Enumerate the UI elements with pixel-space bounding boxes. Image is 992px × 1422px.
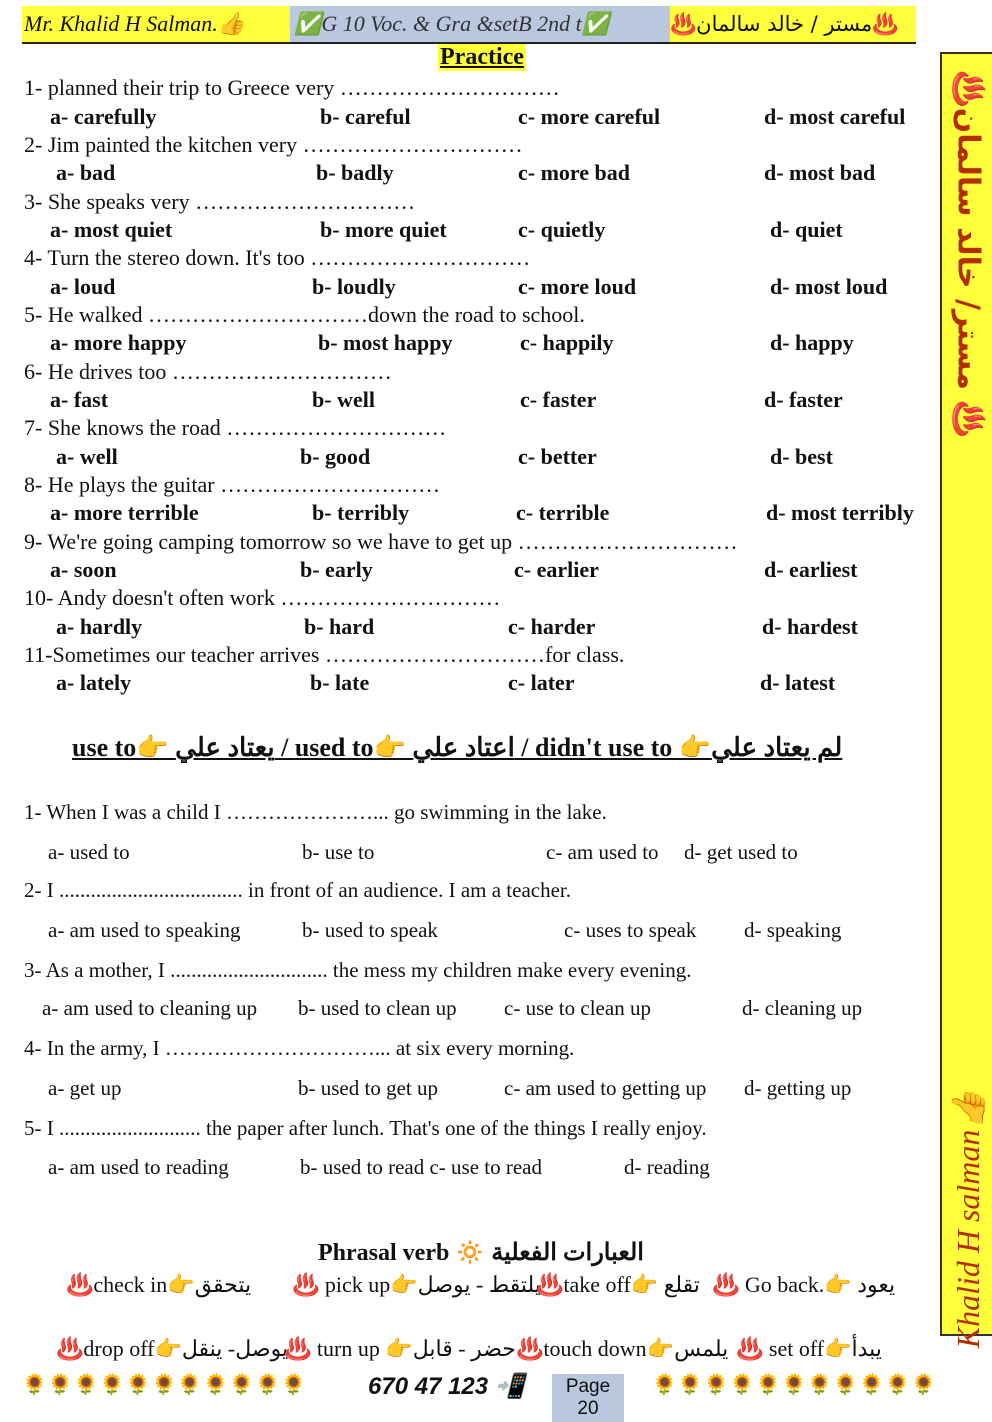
option-c: c- use to clean up [504, 996, 651, 1020]
practice-question-11: 11-Sometimes our teacher arrives …………………………for class. [24, 642, 625, 667]
option-a: a- hardly [56, 614, 143, 639]
option-c: c- more loud [518, 274, 637, 299]
option-b: b- early [300, 557, 373, 582]
side-banner-arabic: ♨️مستر/ خالد سالمان ♨️ [950, 70, 986, 438]
option-a: a- get up [48, 1076, 122, 1100]
option-d: d- quiet [770, 217, 843, 242]
header-course: ✅G 10 Voc. & Gra &setB 2nd t✅ [290, 6, 670, 42]
option-b: b- late [310, 670, 370, 695]
header-author-ar: ♨️مستر / خالد سالمان♨️ [670, 6, 916, 42]
option-c: c- am used to getting up [504, 1076, 707, 1100]
phrasal-touch-down: ♨️touch down👉يلمس [516, 1336, 729, 1361]
option-d: d- hardest [762, 614, 858, 639]
option-d: d- get used to [684, 840, 798, 864]
option-a: a- am used to reading [48, 1155, 229, 1179]
practice-question-3: 3- She speaks very ………………………… [24, 189, 416, 214]
used-to-question-4: 4- In the army, I …………………………... at six every morning. [24, 1036, 575, 1060]
phrasal-turn-up: ♨️ turn up 👉حضر - قابل [284, 1336, 516, 1361]
option-a: a- fast [50, 387, 109, 412]
option-a: a- loud [50, 274, 116, 299]
option-b: b- hard [304, 614, 375, 639]
practice-question-1: 1- planned their trip to Greece very ………………………… [24, 75, 560, 100]
option-c: c- faster [520, 387, 597, 412]
option-d: d- speaking [744, 918, 842, 942]
used-to-question-1: 1- When I was a child I …………………... go swimming in the lake. [24, 800, 607, 824]
used-to-question-3: 3- As a mother, I .............................. the mess my children make every evening. [24, 958, 692, 982]
option-d: d- earliest [764, 557, 858, 582]
phrasal-drop-off: ♨️drop off👉يوصل- ينقل [56, 1336, 289, 1361]
practice-question-6: 6- He drives too ………………………… [24, 359, 392, 384]
option-b: b- good [300, 444, 371, 469]
sunflower-icons-right: 🌻🌻🌻🌻🌻🌻🌻🌻🌻🌻🌻 [652, 1374, 937, 1396]
heading-separator: / [274, 733, 295, 762]
practice-question-8: 8- He plays the guitar ………………………… [24, 472, 441, 497]
option-b: b- used to get up [298, 1076, 438, 1100]
option-b: b- used to speak [302, 918, 438, 942]
option-c: c- quietly [518, 217, 606, 242]
phrasal-take-off: ♨️take off👉 تقلع [536, 1272, 700, 1297]
option-c: c- later [508, 670, 575, 695]
option-d: d- latest [760, 670, 836, 695]
option-a: a- well [56, 444, 118, 469]
option-c: c- am used to [546, 840, 659, 864]
option-d: d- most loud [770, 274, 888, 299]
practice-question-2: 2- Jim painted the kitchen very ………………………… [24, 132, 523, 157]
practice-question-7: 7- She knows the road ………………………… [24, 415, 447, 440]
option-a: a- most quiet [50, 217, 173, 242]
option-c: c- uses to speak [564, 918, 697, 942]
phrasal-verb-title: Phrasal verb 🔅 العبارات الفعلية [318, 1240, 644, 1266]
practice-question-5: 5- He walked …………………………down the road to school. [24, 302, 585, 327]
phrasal-check-in: ♨️check in👉يتحقق [66, 1272, 252, 1297]
used-to-heading [72, 733, 842, 763]
heading-used-to: used to👉 اعتاد علي [294, 733, 515, 762]
option-c: c- more bad [518, 160, 631, 185]
practice-question-10: 10- Andy doesn't often work ………………………… [24, 585, 501, 610]
option-d: d- best [770, 444, 833, 469]
option-b: b- more quiet [320, 217, 447, 242]
option-c: c- better [518, 444, 597, 469]
option-a: a- carefully [50, 104, 157, 129]
phrasal-pick-up: ♨️ pick up👉يلتقط - يوصل [292, 1272, 541, 1297]
option-b: b- loudly [312, 274, 396, 299]
option-c: c- happily [520, 330, 614, 355]
phrasal-go-back: ♨️ Go back.👉 يعود [712, 1272, 896, 1297]
option-d: d- most careful [764, 104, 906, 129]
option-a: a- more terrible [50, 500, 199, 525]
practice-question-4: 4- Turn the stereo down. It's too ………………………… [24, 245, 531, 270]
option-a: a- soon [50, 557, 117, 582]
option-d: d- cleaning up [742, 996, 863, 1020]
heading-didnt-use-to: didn't use to 👉لم يعتاد علي [535, 733, 843, 762]
practice-question-9: 9- We're going camping tomorrow so we have to get up ………………………… [24, 529, 738, 554]
option-c: c- terrible [516, 500, 610, 525]
side-banner-english: Khalid H salman👍 [950, 1089, 986, 1349]
option-d: d- getting up [744, 1076, 852, 1100]
option-a: a- am used to cleaning up [42, 996, 258, 1020]
option-b: b- careful [320, 104, 411, 129]
option-b: b- most happy [318, 330, 453, 355]
heading-use-to: use to👉 يعتاد علي [72, 733, 275, 762]
phrasal-set-off: ♨️ set off👉يبدأ [736, 1336, 882, 1361]
option-c: c- more careful [518, 104, 661, 129]
page-header [22, 6, 916, 44]
option-a: a- used to [48, 840, 130, 864]
option-c: c- earlier [514, 557, 599, 582]
option-a: a- more happy [50, 330, 187, 355]
option-a: a- lately [56, 670, 132, 695]
side-banner [940, 52, 992, 1349]
option-d: d- faster [764, 387, 843, 412]
option-a: a- am used to speaking [48, 918, 241, 942]
option-b: b- use to [302, 840, 375, 864]
option-a: a- bad [56, 160, 116, 185]
header-author-en: Mr. Khalid H Salman.👍 [22, 6, 290, 42]
option-d: d- happy [770, 330, 854, 355]
option-b: b- used to clean up [298, 996, 457, 1020]
option-c: c- harder [508, 614, 596, 639]
page-number: Page 20 [552, 1374, 624, 1422]
option-b-c: b- used to read c- use to read [300, 1155, 542, 1179]
sunflower-icons-left: 🌻🌻🌻🌻🌻🌻🌻🌻🌻🌻🌻 [22, 1374, 307, 1396]
option-b: b- well [312, 387, 375, 412]
phone-number: 670 47 123 📲 [368, 1373, 525, 1400]
option-d: d- reading [624, 1155, 710, 1179]
practice-title: Practice [440, 44, 524, 70]
option-d: d- most terribly [766, 500, 914, 525]
used-to-question-5: 5- I ........................... the paper after lunch. That's one of the things I really enjoy. [24, 1116, 707, 1140]
option-b: b- badly [316, 160, 394, 185]
page-footer [22, 1372, 942, 1419]
option-d: d- most bad [764, 160, 876, 185]
option-b: b- terribly [312, 500, 410, 525]
heading-separator: / [514, 733, 536, 762]
used-to-question-2: 2- I ................................... in front of an audience. I am a teacher. [24, 878, 571, 902]
